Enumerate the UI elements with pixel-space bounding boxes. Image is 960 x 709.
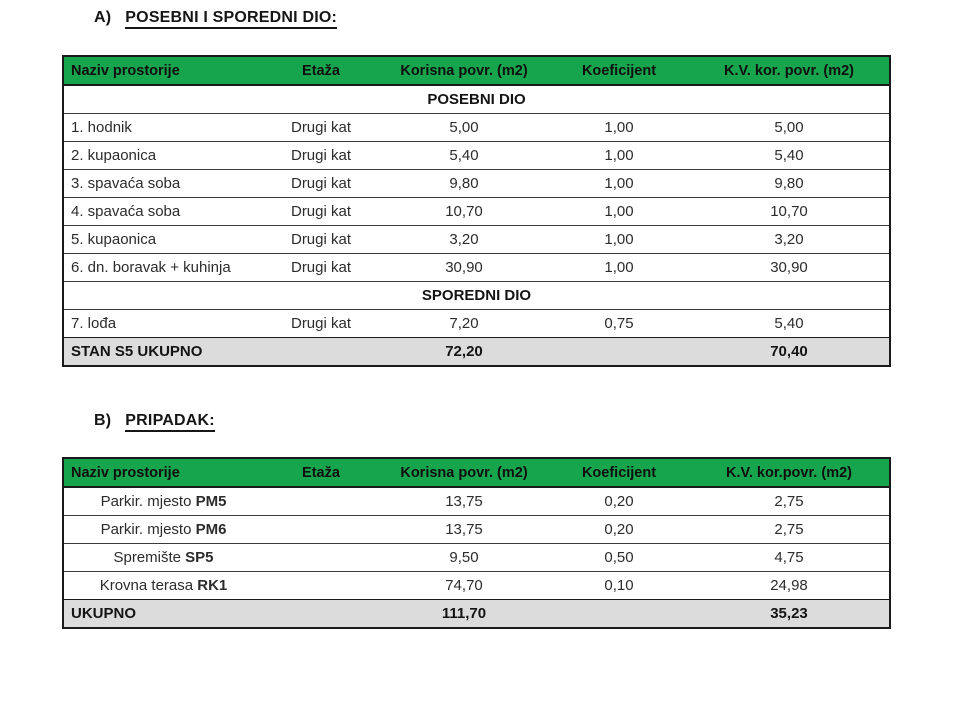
section-b-label: B) [94,412,112,429]
table-row [63,226,890,254]
table-row [63,114,890,142]
room-name: Parkir. mjesto [100,521,192,538]
cell-etaza: Drugi kat [263,198,379,226]
room-code: RK1 [197,577,228,594]
cell-name [63,572,263,600]
table-row [63,487,890,516]
room-name: Krovna terasa [99,577,194,594]
cell-name: 4. spavaća soba [63,198,263,226]
cell-korisna: 30,90 [379,254,549,282]
cell-korisna: 74,70 [379,572,549,600]
table-row [63,142,890,170]
header-naziv-prostorije: Naziv prostorije [63,458,263,487]
cell-etaza [263,572,379,600]
total-label: STAN S5 UKUPNO [63,338,263,367]
cell-korisna: 5,00 [379,114,549,142]
total-koeficijent-empty [549,600,689,629]
total-etaza-empty [263,338,379,367]
cell-korisna: 9,80 [379,170,549,198]
cell-name [63,487,263,516]
cell-name: 5. kupaonica [63,226,263,254]
cell-kv: 30,90 [689,254,890,282]
cell-koeficijent: 1,00 [549,170,689,198]
total-kv: 35,23 [689,600,890,629]
cell-etaza [263,544,379,572]
room-code: PM5 [195,493,227,510]
cell-kv: 9,80 [689,170,890,198]
table-a-total-row [63,338,890,367]
cell-kv: 5,40 [689,142,890,170]
cell-koeficijent: 1,00 [549,254,689,282]
total-label: UKUPNO [63,600,263,629]
total-korisna: 72,20 [379,338,549,367]
cell-kv: 3,20 [689,226,890,254]
cell-koeficijent: 0,10 [549,572,689,600]
cell-koeficijent: 0,20 [549,516,689,544]
header-korisna-povr: Korisna povr. (m2) [379,56,549,85]
cell-name: 1. hodnik [63,114,263,142]
room-code: SP5 [185,549,214,566]
cell-etaza: Drugi kat [263,254,379,282]
room-name: Parkir. mjesto [100,493,192,510]
cell-kv: 5,40 [689,310,890,338]
cell-kv: 24,98 [689,572,890,600]
section-b-title [94,412,215,430]
cell-kv: 4,75 [689,544,890,572]
table-row [63,170,890,198]
section-b-title-text: PRIPADAK: [125,412,215,432]
section-a-label: A) [94,9,112,26]
cell-koeficijent: 1,00 [549,198,689,226]
table-a-header-row [63,56,890,85]
cell-etaza: Drugi kat [263,142,379,170]
section-row-sporedni-dio [63,282,890,310]
table-row [63,516,890,544]
total-kv: 70,40 [689,338,890,367]
header-kv-kor-povr: K.V. kor.povr. (m2) [689,458,890,487]
table-a-header [63,56,890,85]
header-etaza: Etaža [263,56,379,85]
section-label: POSEBNI DIO [427,91,526,108]
header-etaza: Etaža [263,458,379,487]
cell-etaza: Drugi kat [263,114,379,142]
cell-korisna: 7,20 [379,310,549,338]
table-posebni-sporedni-dio [62,55,891,367]
table-b-header [63,458,890,487]
cell-korisna: 9,50 [379,544,549,572]
cell-name [63,516,263,544]
section-row-posebni-dio [63,85,890,114]
cell-etaza [263,516,379,544]
cell-koeficijent: 0,50 [549,544,689,572]
header-koeficijent: Koeficijent [549,458,689,487]
cell-etaza: Drugi kat [263,226,379,254]
table-b-total-row [63,600,890,629]
cell-koeficijent: 1,00 [549,226,689,254]
cell-etaza [263,487,379,516]
header-naziv-prostorije: Naziv prostorije [63,56,263,85]
cell-korisna: 10,70 [379,198,549,226]
table-row [63,572,890,600]
room-name: Spremište [113,549,181,566]
header-kv-kor-povr: K.V. kor. povr. (m2) [689,56,890,85]
table-row [63,254,890,282]
cell-kv: 5,00 [689,114,890,142]
cell-name: 2. kupaonica [63,142,263,170]
header-koeficijent: Koeficijent [549,56,689,85]
total-koeficijent-empty [549,338,689,367]
cell-koeficijent: 0,20 [604,493,634,510]
room-code: PM6 [195,521,227,538]
cell-kv: 2,75 [774,493,804,510]
cell-koeficijent: 1,00 [549,114,689,142]
cell-korisna: 3,20 [379,226,549,254]
cell-kv: 2,75 [689,516,890,544]
table-row [63,544,890,572]
cell-korisna: 5,40 [379,142,549,170]
section-a-title-text: POSEBNI I SPOREDNI DIO: [125,9,337,29]
cell-korisna: 13,75 [379,516,549,544]
cell-koeficijent: 1,00 [549,142,689,170]
section-label: SPOREDNI DIO [63,282,890,310]
section-a-title [94,9,337,27]
cell-kv: 10,70 [689,198,890,226]
cell-name: 7. lođa [63,310,263,338]
table-pripadak [62,457,891,629]
cell-etaza: Drugi kat [263,310,379,338]
cell-name [63,544,263,572]
total-etaza-empty [263,600,379,629]
cell-etaza: Drugi kat [263,170,379,198]
cell-name: 6. dn. boravak + kuhinja [63,254,263,282]
table-row [63,198,890,226]
total-korisna: 111,70 [379,600,549,629]
table-b-header-row [63,458,890,487]
cell-name: 3. spavaća soba [63,170,263,198]
cell-korisna: 13,75 [445,493,483,510]
table-row [63,310,890,338]
cell-koeficijent: 0,75 [549,310,689,338]
header-korisna-povr: Korisna povr. (m2) [379,458,549,487]
